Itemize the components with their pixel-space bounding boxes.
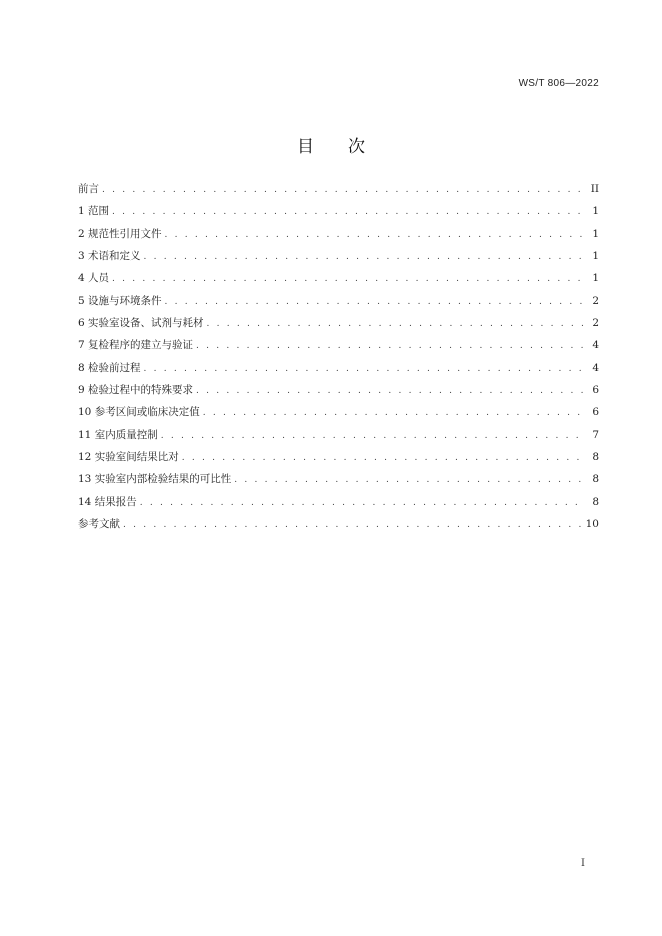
dot-leader — [196, 382, 585, 400]
title-char-1: 目 — [297, 137, 314, 157]
table-of-contents — [78, 180, 599, 538]
toc-entry-label: 前言 — [78, 183, 99, 195]
toc-entry-11[interactable] — [78, 426, 599, 448]
toc-entry-references[interactable] — [78, 515, 599, 537]
toc-entry-label: 7 复检程序的建立与验证 — [78, 339, 194, 352]
toc-entry-page: 6 — [592, 384, 599, 397]
toc-entry-page: 8 — [592, 495, 599, 508]
toc-entry-page: 1 — [592, 227, 599, 240]
toc-entry-6[interactable] — [78, 314, 599, 336]
toc-entry-3[interactable] — [78, 247, 599, 269]
dot-leader — [144, 360, 585, 378]
toc-entry-8[interactable] — [78, 359, 599, 381]
toc-entry-13[interactable] — [78, 470, 599, 492]
dot-leader — [140, 494, 585, 512]
dot-leader — [165, 226, 585, 244]
toc-entry-page: 7 — [592, 428, 599, 441]
toc-entry-page: 2 — [592, 294, 599, 307]
toc-entry-page: 1 — [592, 272, 599, 285]
toc-entry-page: 1 — [592, 250, 599, 263]
dot-leader — [112, 203, 585, 221]
dot-leader — [144, 248, 585, 266]
toc-entry-4[interactable] — [78, 269, 599, 291]
toc-entry-14[interactable] — [78, 493, 599, 515]
page-number: I — [581, 858, 585, 869]
dot-leader — [102, 181, 585, 199]
toc-entry-label: 13 实验室内部检验结果的可比性 — [78, 473, 232, 486]
toc-entry-page: 6 — [592, 406, 599, 419]
toc-entry-page: 8 — [592, 473, 599, 486]
toc-entry-label: 8 检验前过程 — [78, 361, 141, 374]
dot-leader — [196, 337, 585, 355]
toc-entry-page: 4 — [592, 339, 599, 352]
dot-leader — [123, 516, 582, 534]
toc-entry-page: 2 — [592, 317, 599, 330]
toc-entry-2[interactable] — [78, 225, 599, 247]
toc-entry-page: 8 — [592, 451, 599, 464]
toc-entry-label: 12 实验室间结果比对 — [78, 451, 179, 464]
toc-entry-page: 4 — [592, 361, 599, 374]
toc-entry-label: 1 范围 — [78, 205, 110, 218]
dot-leader — [203, 404, 585, 422]
toc-entry-label: 9 检验过程中的特殊要求 — [78, 384, 194, 397]
toc-entry-page: 1 — [592, 205, 599, 218]
toc-entry-7[interactable] — [78, 336, 599, 358]
toc-entry-label: 3 术语和定义 — [78, 250, 141, 263]
dot-leader — [112, 270, 585, 288]
toc-entry-label: 2 规范性引用文件 — [78, 227, 162, 240]
toc-entry-page: 10 — [585, 518, 599, 531]
dot-leader — [182, 449, 585, 467]
toc-entry-label: 11 室内质量控制 — [78, 428, 158, 441]
toc-entry-label: 参考文献 — [78, 518, 120, 531]
toc-entry-label: 5 设施与环境条件 — [78, 294, 162, 307]
title-char-2: 次 — [348, 137, 365, 157]
dot-leader — [161, 427, 585, 445]
toc-entry-label: 4 人员 — [78, 272, 110, 285]
dot-leader — [207, 315, 585, 333]
toc-entry-9[interactable] — [78, 381, 599, 403]
page-title — [0, 132, 662, 157]
toc-entry-label: 6 实验室设备、试剂与耗材 — [78, 317, 204, 330]
toc-entry-1[interactable] — [78, 202, 599, 224]
toc-entry-5[interactable] — [78, 292, 599, 314]
toc-entry-foreword[interactable] — [78, 180, 599, 202]
dot-leader — [234, 471, 585, 489]
toc-entry-label: 10 参考区间或临床决定值 — [78, 406, 200, 419]
toc-entry-12[interactable] — [78, 448, 599, 470]
toc-entry-10[interactable] — [78, 403, 599, 425]
dot-leader — [165, 293, 585, 311]
toc-entry-page: II — [590, 183, 599, 195]
standard-code: WS/T 806—2022 — [518, 78, 599, 89]
toc-entry-label: 14 结果报告 — [78, 495, 137, 508]
